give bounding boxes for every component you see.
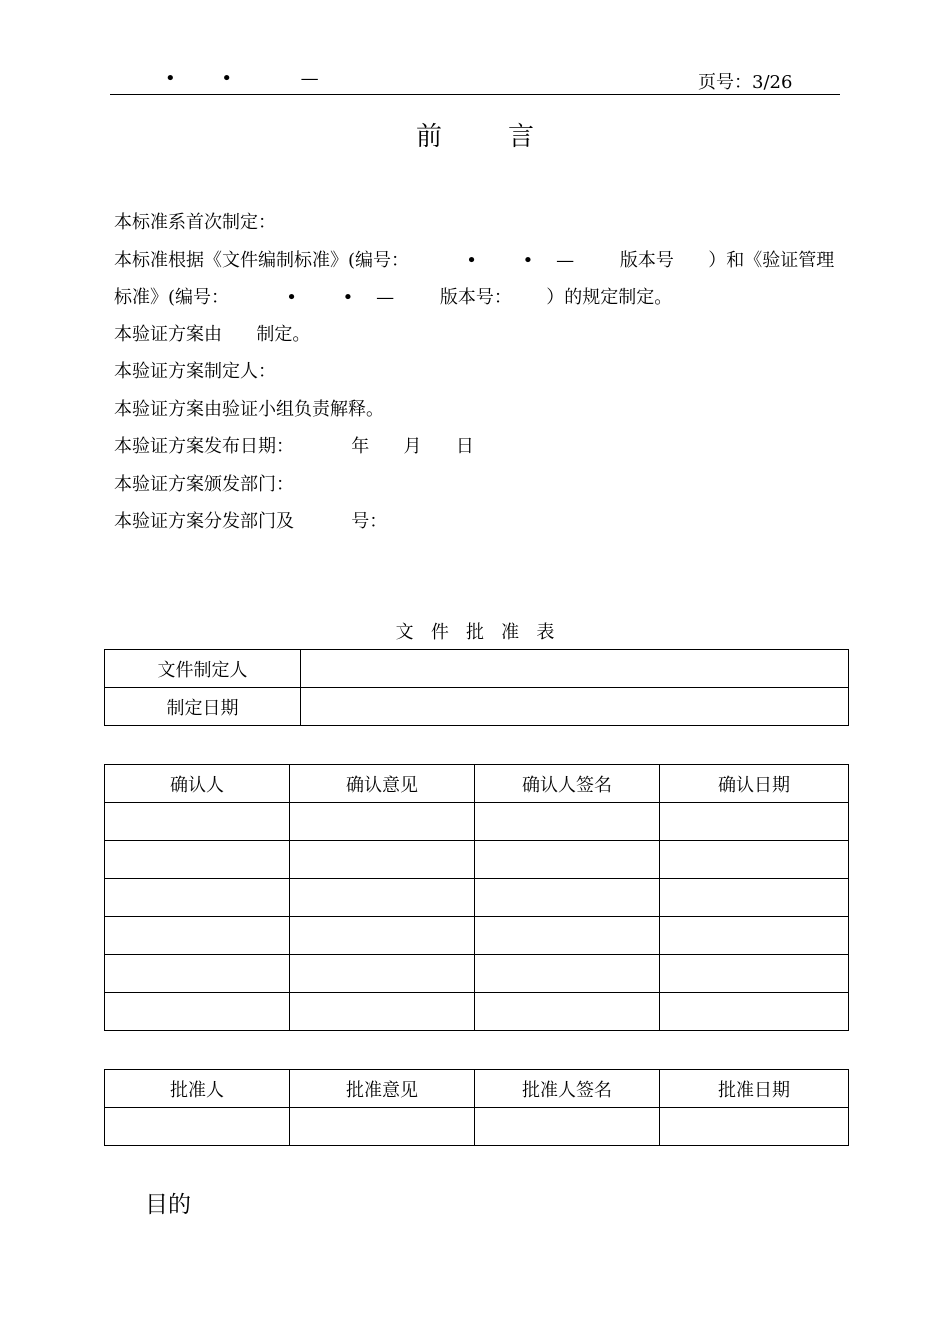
- paragraph-line: 本验证方案制定人：: [114, 361, 276, 382]
- table-cell[interactable]: [290, 879, 475, 917]
- confirm-table: [104, 764, 849, 1031]
- table-row: [105, 841, 849, 879]
- file-info-table: [104, 649, 849, 726]
- approve-table: [104, 1069, 849, 1146]
- table-cell[interactable]: [105, 803, 290, 841]
- table-label-cell: 制定日期: [105, 688, 301, 726]
- paragraph-line: 本标准系首次制定：: [114, 212, 276, 233]
- table-cell[interactable]: [660, 917, 849, 955]
- table-row: [105, 803, 849, 841]
- table-header-cell: 批准人: [105, 1070, 290, 1108]
- header-page-number: 页号：3/26: [698, 72, 793, 93]
- table-cell[interactable]: [290, 841, 475, 879]
- table-cell[interactable]: [105, 841, 290, 879]
- table-label-cell: 文件制定人: [105, 650, 301, 688]
- table-header-cell: 批准人签名: [475, 1070, 660, 1108]
- table-cell[interactable]: [290, 1108, 475, 1146]
- table-cell[interactable]: [475, 841, 660, 879]
- table-cell[interactable]: [660, 841, 849, 879]
- table-header-row: [105, 765, 849, 803]
- table-cell[interactable]: [660, 955, 849, 993]
- table-value-cell[interactable]: [301, 688, 849, 726]
- table-cell[interactable]: [475, 917, 660, 955]
- table-row: [105, 955, 849, 993]
- table-header-cell: 确认人: [105, 765, 290, 803]
- paragraph-line: 本验证方案发布日期： 年 月 日: [114, 436, 474, 457]
- paragraph-line: 本验证方案由 制定。: [114, 324, 311, 345]
- table-cell[interactable]: [660, 993, 849, 1031]
- table-header-cell: 确认意见: [290, 765, 475, 803]
- header-doc-code: • • —: [165, 68, 319, 89]
- table-cell[interactable]: [290, 993, 475, 1031]
- table-header-cell: 确认人签名: [475, 765, 660, 803]
- table-cell[interactable]: [475, 955, 660, 993]
- table-row: [105, 650, 849, 688]
- table-cell[interactable]: [475, 1108, 660, 1146]
- paragraph-line: 本标准根据《文件编制标准》(编号： • • — 版本号 ）和《验证管理: [114, 250, 835, 271]
- section-heading: 目的: [145, 1192, 191, 1218]
- table-cell[interactable]: [660, 803, 849, 841]
- table-row: [105, 917, 849, 955]
- table-cell[interactable]: [660, 1108, 849, 1146]
- table-cell[interactable]: [475, 993, 660, 1031]
- table-row: [105, 688, 849, 726]
- paragraph-line: 标准》(编号： • • — 版本号： ）的规定制定。: [114, 287, 673, 308]
- table-cell[interactable]: [475, 803, 660, 841]
- table-cell[interactable]: [105, 955, 290, 993]
- table-cell[interactable]: [105, 917, 290, 955]
- table-header-row: [105, 1070, 849, 1108]
- table-header-cell: 批准意见: [290, 1070, 475, 1108]
- table-cell[interactable]: [660, 879, 849, 917]
- paragraph-line: 本验证方案由验证小组负责解释。: [114, 399, 384, 420]
- table-row: [105, 879, 849, 917]
- table-header-cell: 确认日期: [660, 765, 849, 803]
- table-cell[interactable]: [105, 1108, 290, 1146]
- table-cell[interactable]: [105, 879, 290, 917]
- table-cell[interactable]: [290, 955, 475, 993]
- paragraph-line: 本验证方案分发部门及 号：: [114, 511, 388, 532]
- header-divider: [110, 94, 840, 95]
- table-value-cell[interactable]: [301, 650, 849, 688]
- table-row: [105, 993, 849, 1031]
- table-row: [105, 1108, 849, 1146]
- paragraph-line: 本验证方案颁发部门：: [114, 474, 294, 495]
- page-title: 前 言: [415, 122, 535, 152]
- table-cell[interactable]: [475, 879, 660, 917]
- table-cell[interactable]: [290, 803, 475, 841]
- table-header-cell: 批准日期: [660, 1070, 849, 1108]
- approval-table-title: 文 件 批 准 表: [395, 622, 555, 643]
- table-cell[interactable]: [105, 993, 290, 1031]
- table-cell[interactable]: [290, 917, 475, 955]
